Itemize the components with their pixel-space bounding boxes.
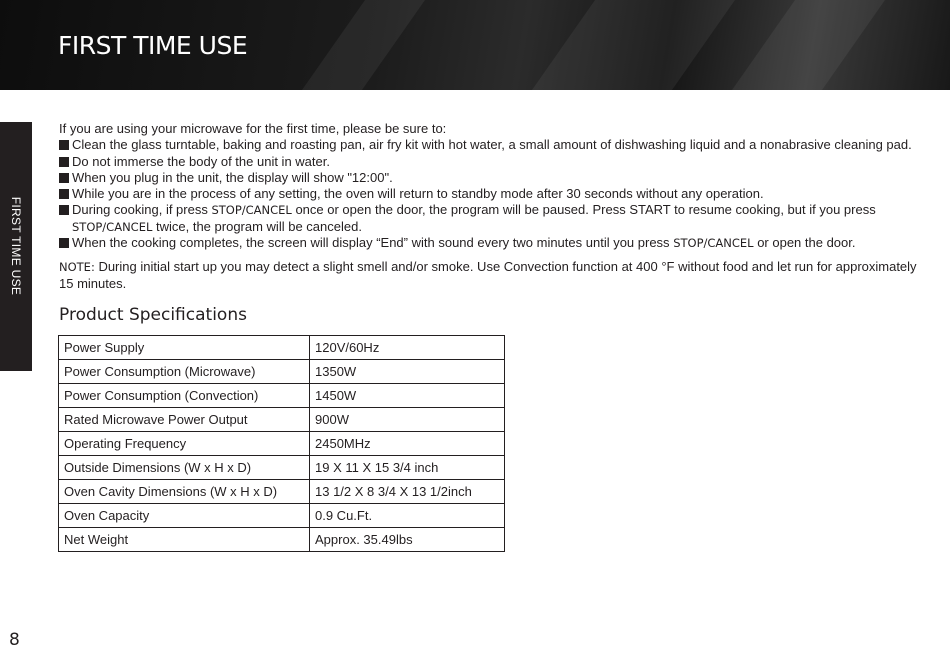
list-item: During cooking, if press STOP/CANCEL once or open the door, the program will be paused. Press START to resume cooking, but if you press STOP/CANCEL twice, the program will be canceled. [59, 202, 929, 235]
list-item: When you plug in the unit, the display will show "12:00". [59, 170, 929, 186]
table-row [59, 480, 505, 504]
list-item: When the cooking completes, the screen will display “End” with sound every two minutes until you press STOP/CANCEL or open the door. [59, 235, 929, 251]
page-number: 8 [9, 630, 20, 650]
spec-label: Outside Dimensions (W x H x D) [59, 456, 310, 480]
spec-label: Operating Frequency [59, 432, 310, 456]
table-row [59, 384, 505, 408]
table-row [59, 360, 505, 384]
stop-cancel-keyword: STOP/CANCEL [211, 203, 292, 218]
spec-label: Net Weight [59, 528, 310, 552]
stop-cancel-keyword: STOP/CANCEL [673, 236, 754, 251]
section-side-tab [0, 122, 32, 371]
table-row [59, 456, 505, 480]
spec-value: 19 X 11 X 15 3/4 inch [310, 456, 505, 480]
spec-label: Power Consumption (Microwave) [59, 360, 310, 384]
side-tab-label: FIRST TIME USE [9, 196, 23, 296]
square-bullet-icon [59, 238, 69, 248]
square-bullet-icon [59, 157, 69, 167]
specs-heading: Product Specifications [59, 305, 247, 325]
spec-label: Power Supply [59, 336, 310, 360]
list-item: Do not immerse the body of the unit in water. [59, 154, 929, 170]
specs-table [58, 335, 505, 552]
square-bullet-icon [59, 173, 69, 183]
note-paragraph: NOTE: During initial start up you may detect a slight smell and/or smoke. Use Convection function at 400 °F without food and let run for approximately 15 minutes. [59, 259, 917, 291]
table-row [59, 528, 505, 552]
spec-label: Oven Cavity Dimensions (W x H x D) [59, 480, 310, 504]
spec-value: 13 1/2 X 8 3/4 X 13 1/2inch [310, 480, 505, 504]
spec-label: Power Consumption (Convection) [59, 384, 310, 408]
stop-cancel-keyword: STOP/CANCEL [72, 219, 153, 234]
spec-value: 1350W [310, 360, 505, 384]
header-banner [0, 0, 950, 90]
square-bullet-icon [59, 140, 69, 150]
square-bullet-icon [59, 205, 69, 215]
table-row [59, 336, 505, 360]
table-row [59, 504, 505, 528]
banner-stripe [281, 0, 439, 90]
spec-value: 120V/60Hz [310, 336, 505, 360]
spec-value: 900W [310, 408, 505, 432]
banner-stripe [511, 0, 749, 90]
spec-label: Oven Capacity [59, 504, 310, 528]
spec-value: 0.9 Cu.Ft. [310, 504, 505, 528]
table-row [59, 432, 505, 456]
list-item: While you are in the process of any setting, the oven will return to standby mode after 30 seconds without any operation. [59, 186, 929, 202]
page-title: FIRST TIME USE [58, 31, 248, 60]
spec-value: 2450MHz [310, 432, 505, 456]
banner-stripe [711, 0, 899, 90]
spec-value: Approx. 35.49lbs [310, 528, 505, 552]
note-label: NOTE: [59, 260, 95, 275]
square-bullet-icon [59, 189, 69, 199]
spec-label: Rated Microwave Power Output [59, 408, 310, 432]
table-row [59, 408, 505, 432]
spec-value: 1450W [310, 384, 505, 408]
list-item: Clean the glass turntable, baking and roasting pan, air fry kit with hot water, a small amount of dishwashing liquid and a nonabrasive cleaning pad. [59, 137, 929, 153]
intro-text: If you are using your microwave for the first time, please be sure to: [59, 121, 447, 136]
instructions [59, 121, 929, 292]
